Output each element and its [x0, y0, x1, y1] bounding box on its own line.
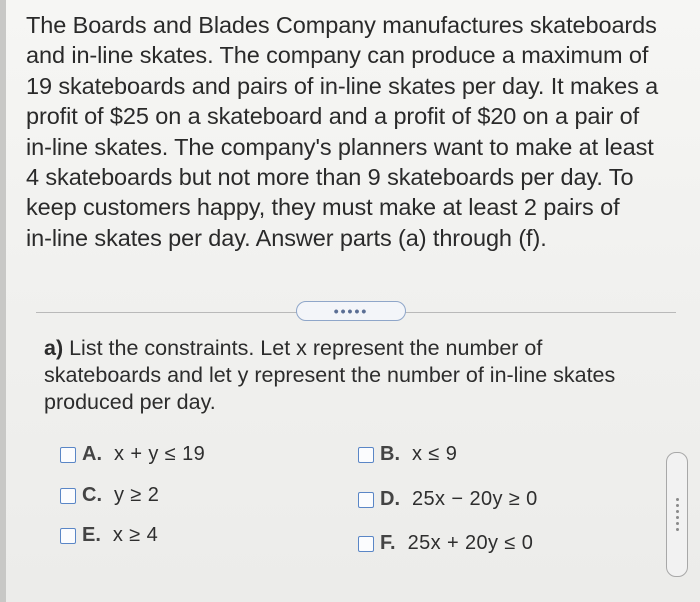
option-letter: B. — [380, 443, 400, 465]
checkbox[interactable] — [60, 447, 76, 463]
option-text: 25x − 20y ≥ 0 — [412, 488, 538, 510]
question-text: List the constraints. Let x represent the number of — [63, 336, 543, 360]
problem-statement — [26, 10, 688, 253]
option-text: x + y ≤ 19 — [114, 443, 206, 465]
option-letter: C. — [82, 484, 102, 506]
question-text: skateboards and let y represent the number of in-line skates — [44, 363, 616, 387]
expand-more-button[interactable]: ••••• — [296, 301, 406, 321]
checkbox[interactable] — [60, 488, 76, 504]
option-letter: E. — [82, 524, 101, 546]
problem-line: 4 skateboards but not more than 9 skateboards per day. To — [26, 164, 634, 191]
option-text: y ≥ 2 — [114, 484, 160, 506]
problem-line: The Boards and Blades Company manufactures skateboards — [26, 12, 657, 38]
option-b[interactable] — [358, 443, 457, 466]
option-c[interactable] — [60, 484, 159, 507]
checkbox[interactable] — [358, 536, 374, 552]
option-letter: F. — [380, 532, 396, 554]
option-a[interactable] — [60, 443, 205, 466]
problem-line: profit of $25 on a skateboard and a profit of $20 on a pair of — [26, 103, 640, 130]
problem-line: 19 skateboards and pairs of in-line skates per day. It makes a — [26, 72, 659, 99]
scrollbar-handle[interactable] — [666, 452, 688, 577]
problem-line: keep customers happy, they must make at least 2 pairs of — [26, 194, 620, 221]
option-letter: D. — [380, 488, 400, 510]
option-text: x ≥ 4 — [112, 524, 159, 546]
problem-line: in-line skates. The company's planners want to make at least — [26, 133, 654, 160]
problem-line: and in-line skates. The company can produce a maximum of — [26, 42, 649, 69]
question-part-a — [44, 335, 664, 416]
option-f[interactable] — [358, 532, 533, 555]
option-letter: A. — [82, 443, 102, 465]
part-label: a) — [44, 336, 64, 360]
checkbox[interactable] — [358, 492, 374, 508]
option-e[interactable] — [60, 524, 158, 547]
problem-line: in-line skates per day. Answer parts (a) through (f). — [26, 224, 547, 251]
option-text: x ≤ 9 — [412, 443, 458, 465]
grip-dots-icon — [676, 498, 679, 531]
checkbox[interactable] — [60, 528, 76, 544]
question-text: produced per day. — [44, 390, 216, 414]
checkbox[interactable] — [358, 447, 374, 463]
option-d[interactable] — [358, 488, 538, 511]
option-text: 25x + 20y ≤ 0 — [407, 532, 534, 554]
